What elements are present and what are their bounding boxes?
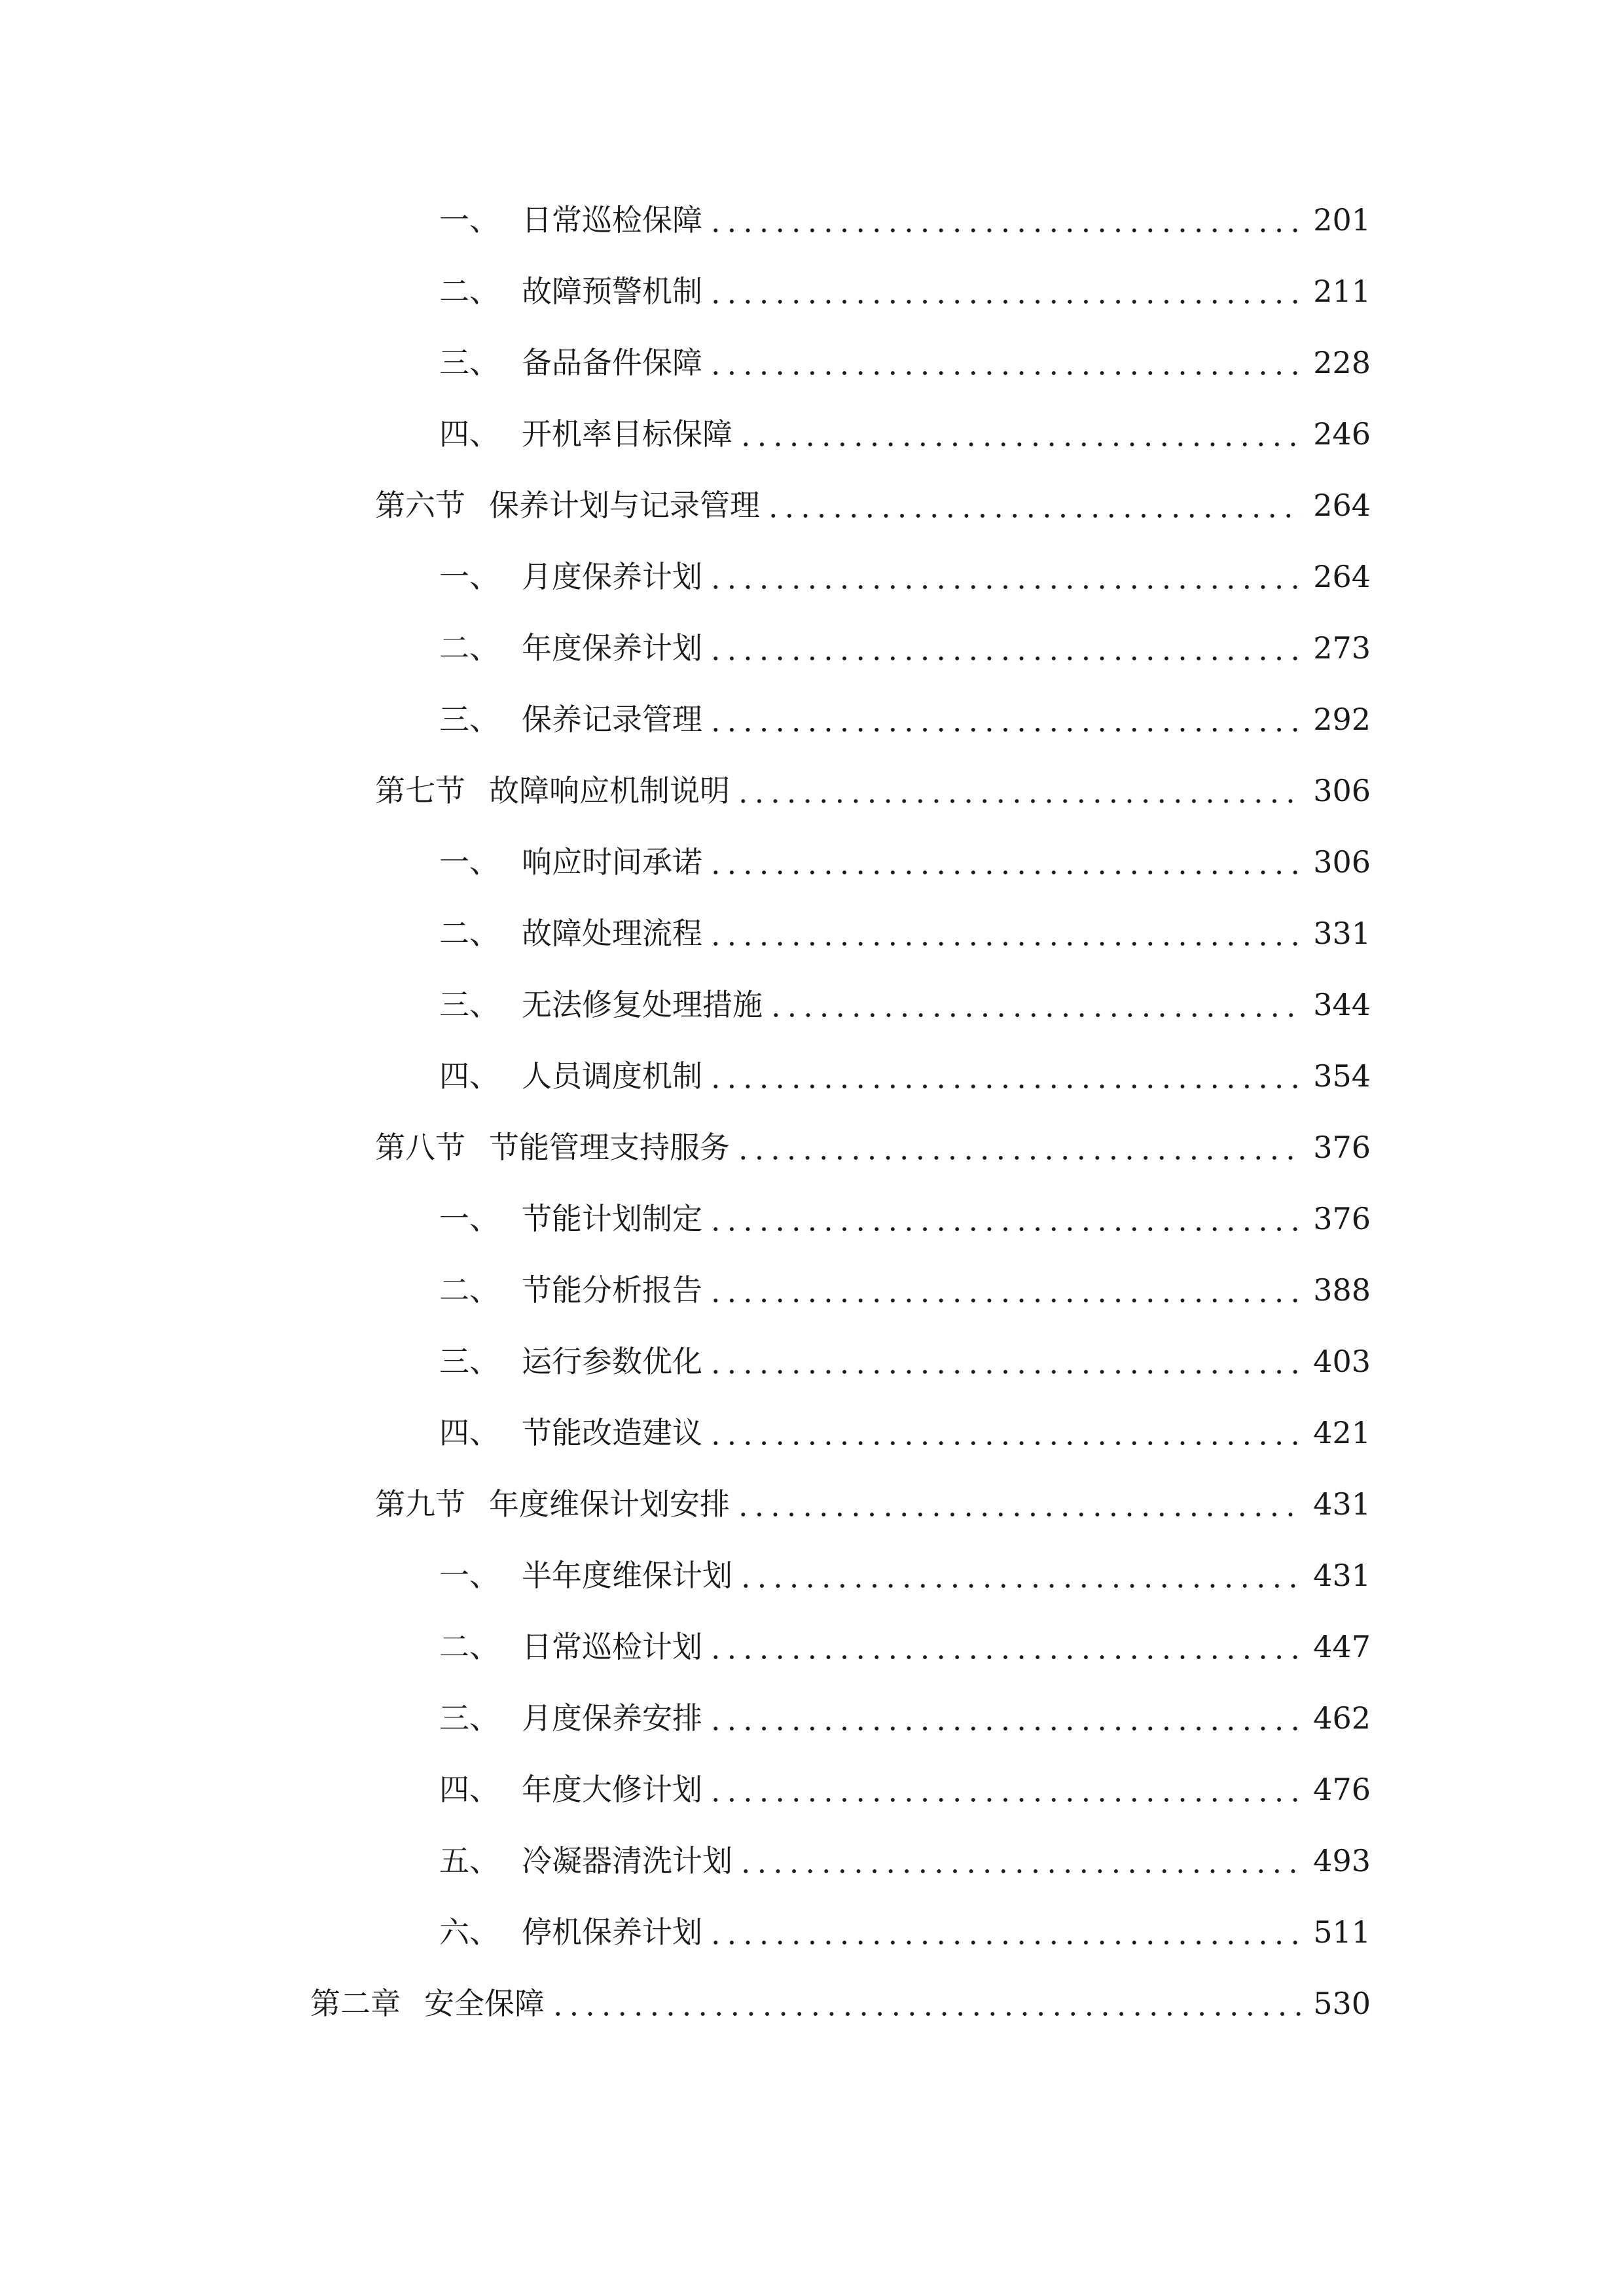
toc-entry-title: 年度大修计划: [522, 1772, 702, 1807]
toc-entry-number: 二、: [439, 630, 499, 666]
toc-dot-leader: [708, 1407, 1303, 1459]
toc-entry-number: 第八节: [375, 1130, 465, 1165]
toc-entry-page: 431: [1313, 1486, 1371, 1522]
toc-dot-leader: [735, 1478, 1303, 1530]
toc-entry-page: 273: [1313, 630, 1371, 666]
toc-entry-page: 476: [1313, 1772, 1371, 1807]
toc-entry[interactable]: [439, 265, 1371, 317]
toc-entry-title: 节能管理支持服务: [489, 1130, 730, 1165]
toc-entry-page: 462: [1313, 1700, 1371, 1736]
toc-entry-page: 201: [1313, 202, 1371, 238]
toc-entry-number: 二、: [439, 274, 499, 309]
toc-entry-title: 运行参数优化: [522, 1344, 702, 1379]
toc-entry-page: 403: [1313, 1344, 1371, 1379]
toc-entry-title: 停机保养计划: [522, 1914, 702, 1950]
toc-entry[interactable]: [439, 1407, 1371, 1459]
toc-entry[interactable]: [439, 1193, 1371, 1245]
toc-entry-number: 第六节: [375, 488, 465, 523]
toc-entry[interactable]: [375, 1478, 1371, 1530]
toc-entry-title: 日常巡检计划: [522, 1629, 702, 1664]
toc-entry[interactable]: [439, 1549, 1371, 1602]
toc-entry[interactable]: [439, 1835, 1371, 1887]
toc-entry[interactable]: [439, 550, 1371, 603]
toc-entry-title: 故障响应机制说明: [489, 773, 730, 808]
toc-entry-title: 年度维保计划安排: [489, 1486, 730, 1522]
toc-entry-title: 保养计划与记录管理: [489, 488, 760, 523]
toc-entry-number: 一、: [439, 559, 499, 594]
toc-entry-number: 一、: [439, 1558, 499, 1593]
toc-dot-leader: [708, 265, 1303, 317]
toc-entry-page: 331: [1313, 916, 1371, 951]
toc-entry[interactable]: [439, 1335, 1371, 1388]
toc-dot-leader: [735, 1121, 1303, 1174]
toc-dot-leader: [708, 1050, 1303, 1102]
toc-entry-page: 264: [1313, 488, 1371, 523]
toc-entry-number: 六、: [439, 1914, 499, 1950]
toc-entry-title: 故障预警机制: [522, 274, 702, 309]
toc-dot-leader: [708, 1621, 1303, 1673]
toc-entry[interactable]: [439, 693, 1371, 745]
toc-entry[interactable]: [439, 1906, 1371, 1958]
toc-entry[interactable]: [439, 1692, 1371, 1744]
toc-entry-page: 306: [1313, 844, 1371, 880]
toc-entry-page: 306: [1313, 773, 1371, 808]
toc-entry-number: 三、: [439, 702, 499, 737]
toc-dot-leader: [708, 907, 1303, 960]
toc-entry[interactable]: [310, 1977, 1371, 2030]
toc-entry[interactable]: [439, 1763, 1371, 1816]
toc-entry-title: 月度保养计划: [522, 559, 702, 594]
toc-entry-number: 一、: [439, 1201, 499, 1236]
toc-entry-number: 第二章: [310, 1986, 401, 2021]
toc-entry-number: 四、: [439, 1772, 499, 1807]
toc-entry[interactable]: [439, 408, 1371, 460]
toc-dot-leader: [708, 693, 1303, 745]
toc-entry[interactable]: [375, 1121, 1371, 1174]
toc-entry[interactable]: [375, 764, 1371, 817]
toc-entry-page: 421: [1313, 1415, 1371, 1450]
toc-entry-number: 二、: [439, 1272, 499, 1308]
toc-entry-page: 493: [1313, 1843, 1371, 1878]
toc-dot-leader: [708, 550, 1303, 603]
toc-entry-page: 292: [1313, 702, 1371, 737]
toc-entry-page: 388: [1313, 1272, 1371, 1308]
toc-entry-page: 264: [1313, 559, 1371, 594]
toc-entry[interactable]: [439, 978, 1371, 1031]
toc-entry-page: 228: [1313, 345, 1371, 380]
toc-dot-leader: [708, 1264, 1303, 1316]
toc-dot-leader: [708, 194, 1303, 246]
toc-entry-title: 节能计划制定: [522, 1201, 702, 1236]
toc-entry[interactable]: [439, 1050, 1371, 1102]
toc-entry-number: 第九节: [375, 1486, 465, 1522]
toc-entry-number: 二、: [439, 1629, 499, 1664]
toc-dot-leader: [708, 336, 1303, 389]
toc-entry-number: 三、: [439, 1344, 499, 1379]
toc-dot-leader: [708, 622, 1303, 674]
toc-entry-number: 三、: [439, 345, 499, 380]
toc-dot-leader: [708, 1906, 1303, 1958]
toc-entry-page: 511: [1313, 1914, 1371, 1950]
toc-dot-leader: [708, 1763, 1303, 1816]
toc-entry[interactable]: [439, 836, 1371, 888]
toc-entry-page: 246: [1313, 416, 1371, 452]
toc-entry-title: 响应时间承诺: [522, 844, 702, 880]
toc-entry-number: 五、: [439, 1843, 499, 1878]
toc-entry-page: 376: [1313, 1201, 1371, 1236]
toc-entry-title: 月度保养安排: [522, 1700, 702, 1736]
toc-dot-leader: [738, 1835, 1303, 1887]
toc-dot-leader: [738, 408, 1303, 460]
toc-dot-leader: [708, 1335, 1303, 1388]
toc-entry-page: 376: [1313, 1130, 1371, 1165]
toc-entry-title: 节能分析报告: [522, 1272, 702, 1308]
toc-entry-number: 第七节: [375, 773, 465, 808]
toc-dot-leader: [738, 1549, 1303, 1602]
toc-entry-number: 三、: [439, 1700, 499, 1736]
toc-entry-page: 431: [1313, 1558, 1371, 1593]
toc-dot-leader: [708, 836, 1303, 888]
toc-dot-leader: [768, 978, 1303, 1031]
toc-dot-leader: [550, 1977, 1303, 2030]
toc-entry-title: 节能改造建议: [522, 1415, 702, 1450]
toc-entry[interactable]: [439, 907, 1371, 960]
toc-entry-page: 344: [1313, 987, 1371, 1022]
toc-entry-page: 354: [1313, 1058, 1371, 1094]
toc-entry-number: 四、: [439, 1058, 499, 1094]
toc-entry-title: 半年度维保计划: [522, 1558, 732, 1593]
toc-entry-title: 无法修复处理措施: [522, 987, 763, 1022]
toc-entry[interactable]: [439, 194, 1371, 246]
toc-entry-page: 211: [1313, 274, 1371, 309]
toc-entry-number: 二、: [439, 916, 499, 951]
toc-entry[interactable]: [439, 336, 1371, 389]
toc-entry[interactable]: [439, 1621, 1371, 1673]
toc-dot-leader: [708, 1692, 1303, 1744]
toc-entry-number: 一、: [439, 202, 499, 238]
toc-dot-leader: [708, 1193, 1303, 1245]
toc-entry-page: 530: [1313, 1986, 1371, 2021]
toc-entry-title: 年度保养计划: [522, 630, 702, 666]
toc-entry-title: 安全保障: [424, 1986, 545, 2021]
toc-entry-title: 备品备件保障: [522, 345, 702, 380]
toc-entry[interactable]: [375, 479, 1371, 531]
toc-entry-page: 447: [1313, 1629, 1371, 1664]
toc-entry[interactable]: [439, 622, 1371, 674]
toc-entry-title: 保养记录管理: [522, 702, 702, 737]
toc-entry-number: 三、: [439, 987, 499, 1022]
toc-dot-leader: [765, 479, 1303, 531]
toc-entry-number: 四、: [439, 1415, 499, 1450]
toc-entry-number: 四、: [439, 416, 499, 452]
toc-entry-title: 开机率目标保障: [522, 416, 732, 452]
toc-entry-title: 故障处理流程: [522, 916, 702, 951]
toc-entry-title: 日常巡检保障: [522, 202, 702, 238]
toc-entry-title: 人员调度机制: [522, 1058, 702, 1094]
toc-entry[interactable]: [439, 1264, 1371, 1316]
toc-entry-title: 冷凝器清洗计划: [522, 1843, 732, 1878]
toc-entry-number: 一、: [439, 844, 499, 880]
toc-dot-leader: [735, 764, 1303, 817]
